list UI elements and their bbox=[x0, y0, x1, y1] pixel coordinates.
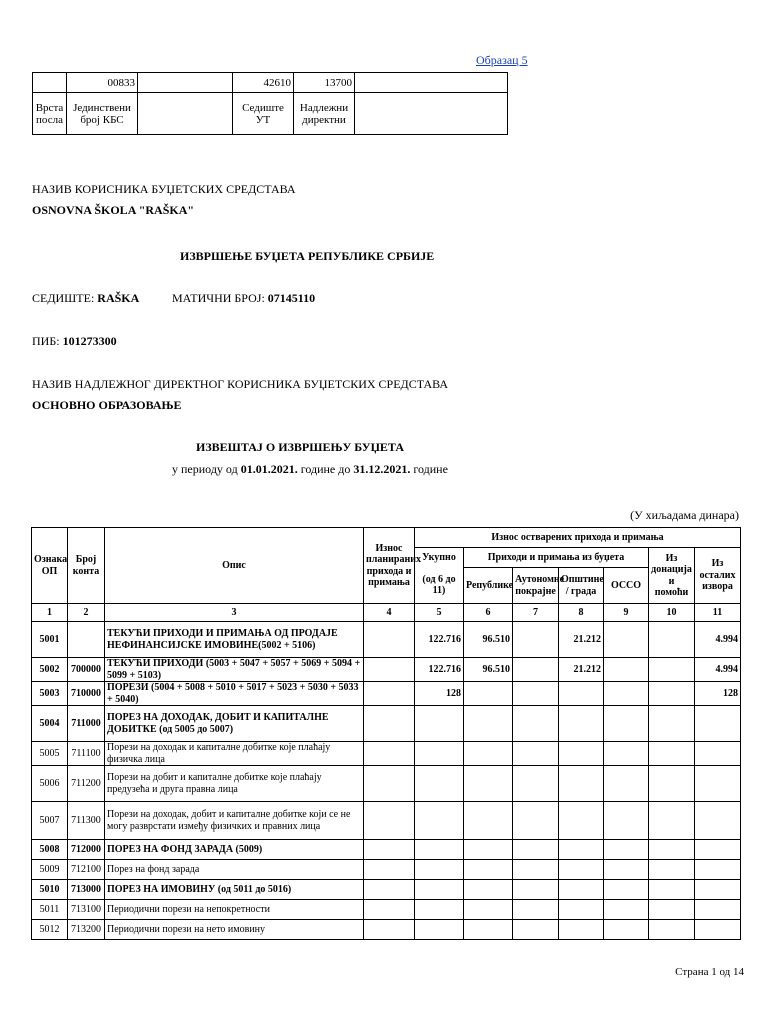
row-donations bbox=[649, 880, 695, 900]
row-municipality bbox=[559, 880, 604, 900]
row-donations bbox=[649, 622, 695, 658]
row-osso bbox=[604, 658, 649, 682]
row-osso bbox=[604, 802, 649, 840]
row-other: 4.994 bbox=[695, 658, 741, 682]
row-account: 712000 bbox=[68, 840, 105, 860]
direct-user-name-label: НАЗИВ НАДЛЕЖНОГ ДИРЕКТНОГ КОРИСНИКА БУЏЕТСКИХ СРЕДСТАВА bbox=[32, 377, 449, 391]
row-planned bbox=[364, 622, 415, 658]
row-description: Порез на фонд зарада bbox=[105, 860, 364, 880]
row-account: 711000 bbox=[68, 706, 105, 742]
row-republic bbox=[464, 742, 513, 766]
row-account: 711200 bbox=[68, 766, 105, 802]
row-other bbox=[695, 900, 741, 920]
row-other bbox=[695, 840, 741, 860]
period-suffix: године bbox=[413, 462, 448, 476]
row-account: 713100 bbox=[68, 900, 105, 920]
row-province bbox=[513, 706, 559, 742]
row-account: 710000 bbox=[68, 682, 105, 706]
table-row bbox=[32, 622, 741, 658]
row-municipality: 21.212 bbox=[559, 658, 604, 682]
direct-user-label: Надлежни директни bbox=[294, 93, 355, 135]
row-province bbox=[513, 622, 559, 658]
table-row bbox=[32, 658, 741, 682]
column-number: 6 bbox=[464, 604, 513, 622]
row-total bbox=[415, 920, 464, 940]
row-total bbox=[415, 880, 464, 900]
table-row bbox=[32, 900, 741, 920]
registration-field bbox=[172, 291, 315, 306]
row-province bbox=[513, 900, 559, 920]
row-donations bbox=[649, 742, 695, 766]
header-republic: Републике bbox=[464, 568, 513, 604]
seat-ut-value: 42610 bbox=[233, 73, 294, 93]
row-municipality bbox=[559, 682, 604, 706]
row-municipality bbox=[559, 860, 604, 880]
row-donations bbox=[649, 860, 695, 880]
row-osso bbox=[604, 880, 649, 900]
header-total: Укупно bbox=[415, 548, 464, 568]
row-other bbox=[695, 706, 741, 742]
row-municipality bbox=[559, 742, 604, 766]
row-republic bbox=[464, 706, 513, 742]
row-op-code: 5006 bbox=[32, 766, 68, 802]
row-description: Порези на доходак и капиталне добитке које плаћају физичка лица bbox=[105, 742, 364, 766]
header-code-table bbox=[32, 72, 508, 135]
pib-field bbox=[32, 334, 117, 349]
row-osso bbox=[604, 766, 649, 802]
row-account: 713200 bbox=[68, 920, 105, 940]
row-account: 712100 bbox=[68, 860, 105, 880]
row-province bbox=[513, 840, 559, 860]
row-osso bbox=[604, 622, 649, 658]
row-description: Порези на доходак, добит и капиталне добитке који се не могу разврстати између физичких и правних лица bbox=[105, 802, 364, 840]
header-value-cell bbox=[138, 73, 233, 93]
row-planned bbox=[364, 682, 415, 706]
column-number: 7 bbox=[513, 604, 559, 622]
header-other-sources: Из осталих извора bbox=[695, 548, 741, 604]
row-donations bbox=[649, 840, 695, 860]
row-total bbox=[415, 860, 464, 880]
row-municipality: 21.212 bbox=[559, 622, 604, 658]
row-account: 700000 bbox=[68, 658, 105, 682]
header-label-cell bbox=[355, 93, 508, 135]
kbs-number-label: Јединствени број КБС bbox=[67, 93, 138, 135]
row-planned bbox=[364, 658, 415, 682]
header-realized: Износ остварених прихода и примања bbox=[415, 528, 741, 548]
table-body bbox=[32, 622, 741, 940]
column-number: 3 bbox=[105, 604, 364, 622]
header-label-cell bbox=[138, 93, 233, 135]
row-donations bbox=[649, 682, 695, 706]
table-row bbox=[32, 682, 741, 706]
form-number-link[interactable]: Образац 5 bbox=[476, 53, 528, 67]
row-donations bbox=[649, 900, 695, 920]
direct-user-value: 13700 bbox=[294, 73, 355, 93]
table-row bbox=[32, 766, 741, 802]
column-number: 9 bbox=[604, 604, 649, 622]
execution-title: ИЗВРШЕЊЕ БУЏЕТА РЕПУБЛИКЕ СРБИЈЕ bbox=[180, 249, 435, 263]
row-op-code: 5007 bbox=[32, 802, 68, 840]
row-total bbox=[415, 840, 464, 860]
page-number: Страна 1 од 14 bbox=[675, 966, 744, 978]
units-note: (У хиљадама динара) bbox=[630, 508, 739, 522]
row-description: Порези на добит и капиталне добитке које плаћају предузећа и друга правна лица bbox=[105, 766, 364, 802]
row-total bbox=[415, 742, 464, 766]
column-number: 5 bbox=[415, 604, 464, 622]
job-type-label: Врста посла bbox=[33, 93, 67, 135]
row-total: 122.716 bbox=[415, 622, 464, 658]
row-account bbox=[68, 622, 105, 658]
row-other bbox=[695, 860, 741, 880]
row-donations bbox=[649, 920, 695, 940]
row-province bbox=[513, 742, 559, 766]
period-from: 01.01.2021. bbox=[240, 462, 298, 476]
row-donations bbox=[649, 802, 695, 840]
period-to: 31.12.2021. bbox=[353, 462, 411, 476]
row-total bbox=[415, 900, 464, 920]
table-row bbox=[32, 706, 741, 742]
column-number: 4 bbox=[364, 604, 415, 622]
row-donations bbox=[649, 766, 695, 802]
row-op-code: 5001 bbox=[32, 622, 68, 658]
row-total bbox=[415, 802, 464, 840]
row-osso bbox=[604, 682, 649, 706]
registration-number: 07145110 bbox=[267, 291, 316, 305]
header-planned: Износ планираних прихода и примања bbox=[364, 528, 415, 604]
row-other bbox=[695, 766, 741, 802]
row-planned bbox=[364, 880, 415, 900]
header-op-code: Ознака ОП bbox=[32, 528, 68, 604]
header-donations: Из донација и помоћи bbox=[649, 548, 695, 604]
pib-label: ПИБ: bbox=[32, 334, 60, 348]
row-planned bbox=[364, 706, 415, 742]
row-op-code: 5005 bbox=[32, 742, 68, 766]
row-total: 128 bbox=[415, 682, 464, 706]
kbs-number-value: 00833 bbox=[67, 73, 138, 93]
row-op-code: 5008 bbox=[32, 840, 68, 860]
row-planned bbox=[364, 920, 415, 940]
row-republic bbox=[464, 880, 513, 900]
pib-value: 101273300 bbox=[62, 334, 117, 348]
row-province bbox=[513, 766, 559, 802]
row-republic bbox=[464, 802, 513, 840]
row-description: ПОРЕЗ НА ФОНД ЗАРАДА (5009) bbox=[105, 840, 364, 860]
row-other bbox=[695, 742, 741, 766]
row-other: 4.994 bbox=[695, 622, 741, 658]
seat-label: СЕДИШТЕ: bbox=[32, 291, 95, 305]
row-municipality bbox=[559, 920, 604, 940]
row-account: 711300 bbox=[68, 802, 105, 840]
row-municipality bbox=[559, 766, 604, 802]
row-republic: 96.510 bbox=[464, 622, 513, 658]
row-op-code: 5010 bbox=[32, 880, 68, 900]
row-province bbox=[513, 920, 559, 940]
period-prefix: у периоду од bbox=[172, 462, 238, 476]
period-mid: године до bbox=[300, 462, 351, 476]
row-op-code: 5003 bbox=[32, 682, 68, 706]
table-row bbox=[32, 802, 741, 840]
row-description: ПОРЕЗ НА ИМОВИНУ (од 5011 до 5016) bbox=[105, 880, 364, 900]
header-budget-sources: Приходи и примања из буџета bbox=[464, 548, 649, 568]
row-republic bbox=[464, 840, 513, 860]
row-planned bbox=[364, 900, 415, 920]
row-planned bbox=[364, 742, 415, 766]
direct-user-name: ОСНОВНО ОБРАЗОВАЊЕ bbox=[32, 398, 182, 412]
registration-label: МАТИЧНИ БРОЈ: bbox=[172, 291, 265, 305]
row-republic: 96.510 bbox=[464, 658, 513, 682]
row-other bbox=[695, 802, 741, 840]
row-province bbox=[513, 860, 559, 880]
row-municipality bbox=[559, 706, 604, 742]
row-republic bbox=[464, 766, 513, 802]
row-description: ТЕКУЋИ ПРИХОДИ (5003 + 5047 + 5057 + 5069 + 5094 + 5099 + 5103) bbox=[105, 658, 364, 682]
column-number: 11 bbox=[695, 604, 741, 622]
header-description: Опис bbox=[105, 528, 364, 604]
row-description: Периодични порези на нето имовину bbox=[105, 920, 364, 940]
row-osso bbox=[604, 742, 649, 766]
row-description: ПОРЕЗ НА ДОХОДАК, ДОБИТ И КАПИТАЛНЕ ДОБИТКЕ (од 5005 до 5007) bbox=[105, 706, 364, 742]
seat-value: RAŠKA bbox=[97, 291, 140, 305]
column-number: 2 bbox=[68, 604, 105, 622]
row-province bbox=[513, 802, 559, 840]
row-planned bbox=[364, 766, 415, 802]
row-republic bbox=[464, 682, 513, 706]
row-op-code: 5004 bbox=[32, 706, 68, 742]
row-municipality bbox=[559, 802, 604, 840]
row-republic bbox=[464, 860, 513, 880]
report-title: ИЗВЕШТАЈ О ИЗВРШЕЊУ БУЏЕТА bbox=[196, 440, 405, 454]
header-osso: ОССО bbox=[604, 568, 649, 604]
row-description: Периодични порези на непокретности bbox=[105, 900, 364, 920]
row-municipality bbox=[559, 840, 604, 860]
row-province bbox=[513, 658, 559, 682]
row-op-code: 5012 bbox=[32, 920, 68, 940]
budget-execution-table bbox=[31, 527, 741, 940]
row-total bbox=[415, 706, 464, 742]
column-number: 8 bbox=[559, 604, 604, 622]
row-op-code: 5009 bbox=[32, 860, 68, 880]
row-republic bbox=[464, 920, 513, 940]
header-value-cell bbox=[355, 73, 508, 93]
row-province bbox=[513, 880, 559, 900]
report-period bbox=[172, 462, 448, 477]
row-op-code: 5011 bbox=[32, 900, 68, 920]
row-municipality bbox=[559, 900, 604, 920]
seat-ut-label: Седиште УТ bbox=[233, 93, 294, 135]
row-province bbox=[513, 682, 559, 706]
row-op-code: 5002 bbox=[32, 658, 68, 682]
row-osso bbox=[604, 840, 649, 860]
row-osso bbox=[604, 706, 649, 742]
row-osso bbox=[604, 920, 649, 940]
row-other bbox=[695, 920, 741, 940]
row-total: 122.716 bbox=[415, 658, 464, 682]
seat-field bbox=[32, 291, 139, 306]
row-other: 128 bbox=[695, 682, 741, 706]
row-account: 713000 bbox=[68, 880, 105, 900]
row-planned bbox=[364, 860, 415, 880]
row-osso bbox=[604, 860, 649, 880]
column-number: 1 bbox=[32, 604, 68, 622]
table-row bbox=[32, 840, 741, 860]
header-value-cell bbox=[33, 73, 67, 93]
header-autonomous-province: Аутономне покрајне bbox=[513, 568, 559, 604]
table-row bbox=[32, 880, 741, 900]
row-total bbox=[415, 766, 464, 802]
header-municipality: Општине / града bbox=[559, 568, 604, 604]
row-planned bbox=[364, 802, 415, 840]
table-row bbox=[32, 860, 741, 880]
header-account-number: Број конта bbox=[68, 528, 105, 604]
row-republic bbox=[464, 900, 513, 920]
user-name-label: НАЗИВ КОРИСНИКА БУЏЕТСКИХ СРЕДСТАВА bbox=[32, 182, 296, 196]
row-osso bbox=[604, 900, 649, 920]
row-donations bbox=[649, 658, 695, 682]
table-row bbox=[32, 742, 741, 766]
row-donations bbox=[649, 706, 695, 742]
row-planned bbox=[364, 840, 415, 860]
row-description: ТЕКУЋИ ПРИХОДИ И ПРИМАЊА ОД ПРОДАЈЕ НЕФИНАНСИЈСКЕ ИМОВИНЕ(5002 + 5106) bbox=[105, 622, 364, 658]
column-number: 10 bbox=[649, 604, 695, 622]
row-other bbox=[695, 880, 741, 900]
row-account: 711100 bbox=[68, 742, 105, 766]
header-total-range: (од 6 до 11) bbox=[415, 568, 464, 604]
table-row bbox=[32, 920, 741, 940]
user-name: OSNOVNA ŠKOLA "RAŠKA" bbox=[32, 203, 195, 217]
row-description: ПОРЕЗИ (5004 + 5008 + 5010 + 5017 + 5023 + 5030 + 5033 + 5040) bbox=[105, 682, 364, 706]
